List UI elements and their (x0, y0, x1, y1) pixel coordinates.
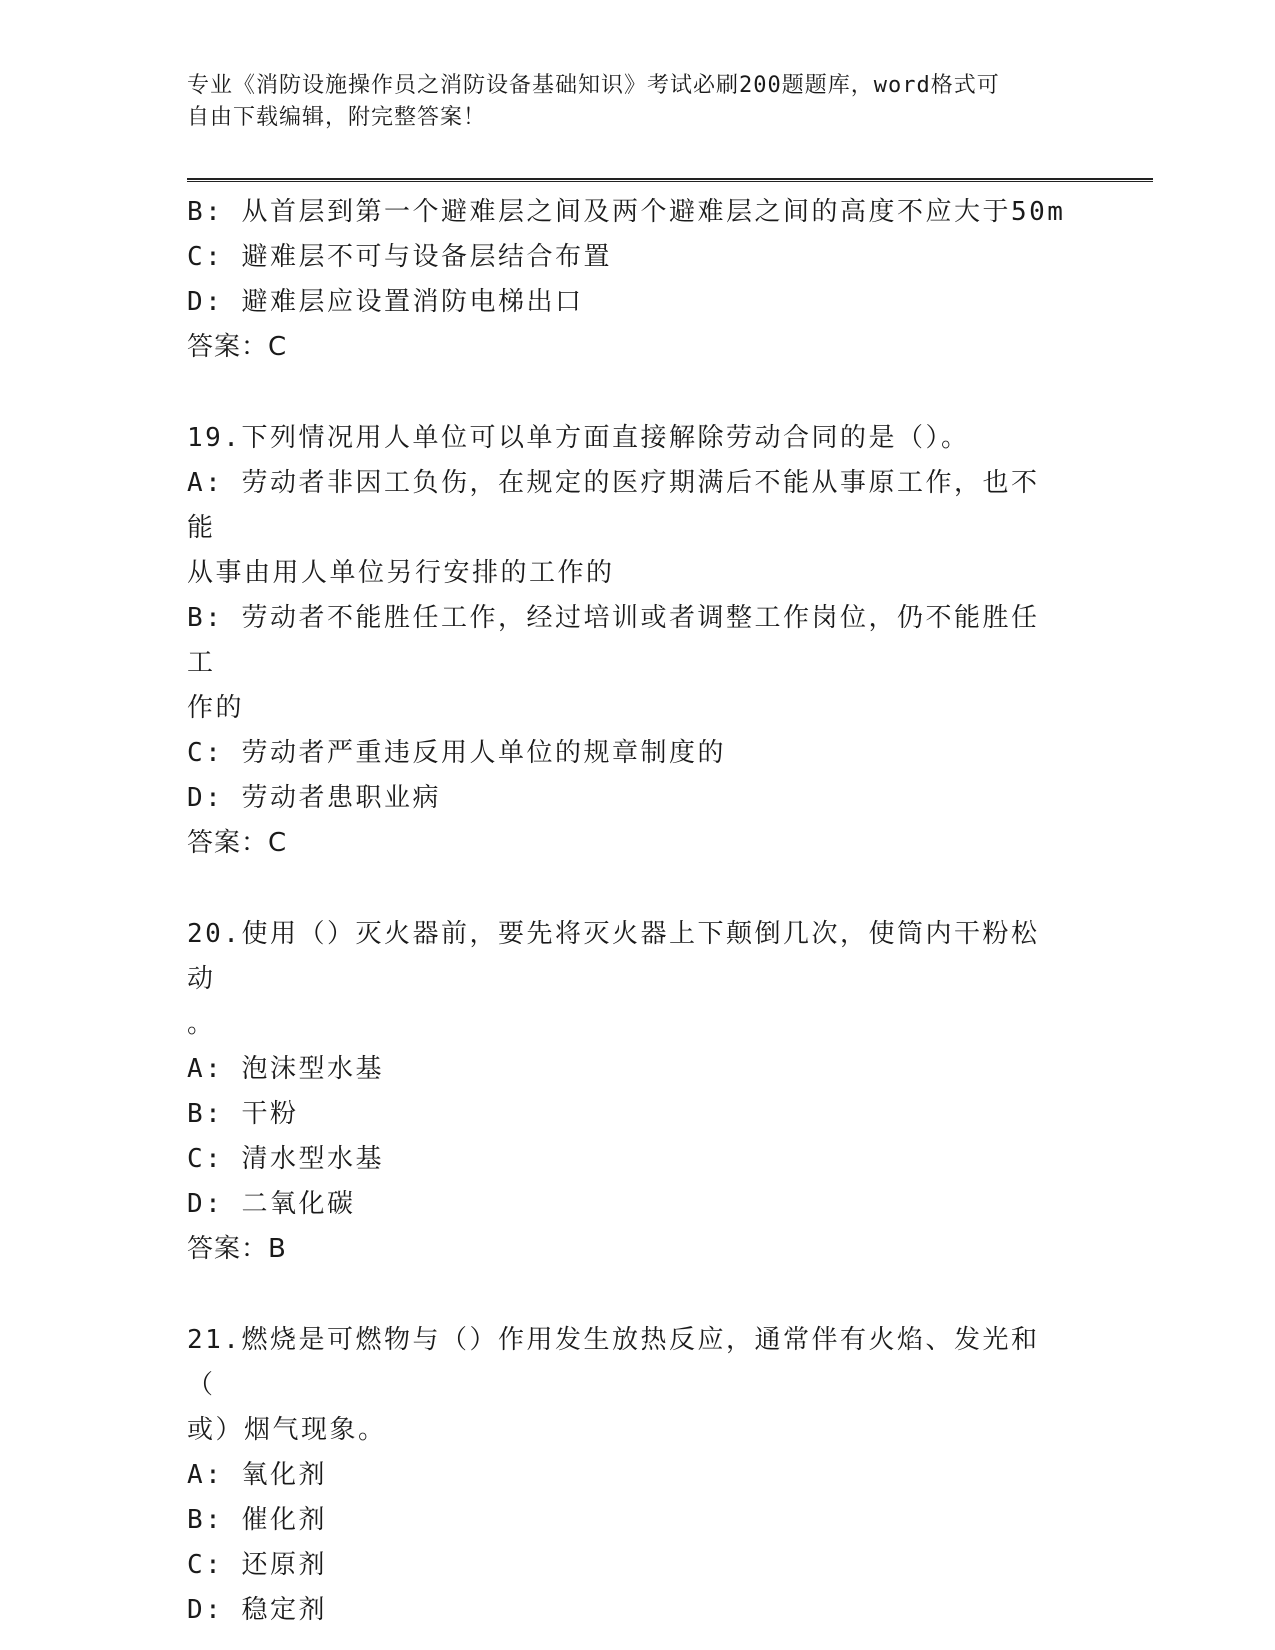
option-b: B: 劳动者不能胜任工作，经过培训或者调整工作岗位，仍不能胜任工 (187, 603, 1040, 678)
option-c: C: 还原剂 (187, 1550, 327, 1580)
option-a: A: 氧化剂 (187, 1460, 327, 1490)
answer-label: 答案：C (187, 332, 288, 362)
header-title-line-1: 专业《消防设施操作员之消防设备基础知识》考试必刷200题题库，word格式可 (187, 73, 1000, 98)
question-21 (187, 1318, 1067, 1633)
option-d: D: 避难层应设置消防电梯出口 (187, 287, 584, 317)
option-a-continued: 从事由用人单位另行安排的工作的 (187, 558, 615, 588)
option-b-continued: 作的 (187, 693, 245, 723)
option-b: B: 干粉 (187, 1099, 299, 1129)
question-stem-continued: 。 (187, 1009, 216, 1039)
spacer (187, 1272, 1067, 1318)
document-header (187, 70, 1067, 134)
option-a: A: 泡沫型水基 (187, 1054, 384, 1084)
header-divider (187, 178, 1153, 182)
question-20 (187, 912, 1067, 1272)
answer-label: 答案：C (187, 828, 288, 858)
option-c: C: 劳动者严重违反用人单位的规章制度的 (187, 738, 726, 768)
question-18-continued (187, 190, 1067, 370)
question-stem: 19.下列情况用人单位可以单方面直接解除劳动合同的是（）。 (187, 423, 970, 453)
question-stem: 21.燃烧是可燃物与（）作用发生放热反应，通常伴有火焰、发光和（ (187, 1325, 1040, 1400)
option-d: D: 劳动者患职业病 (187, 783, 441, 813)
answer-label: 答案：B (187, 1234, 287, 1264)
option-d: D: 稳定剂 (187, 1595, 327, 1625)
option-c: C: 避难层不可与设备层结合布置 (187, 242, 612, 272)
question-stem-continued: 或）烟气现象。 (187, 1415, 387, 1445)
option-a: A: 劳动者非因工负伤，在规定的医疗期满后不能从事原工作，也不能 (187, 468, 1040, 543)
option-b: B: 从首层到第一个避难层之间及两个避难层之间的高度不应大于50m (187, 197, 1066, 227)
spacer (187, 866, 1067, 912)
option-c: C: 清水型水基 (187, 1144, 384, 1174)
option-b: B: 催化剂 (187, 1505, 327, 1535)
question-content (187, 190, 1067, 1633)
spacer (187, 370, 1067, 416)
question-stem: 20.使用（）灭火器前，要先将灭火器上下颠倒几次，使筒内干粉松动 (187, 919, 1040, 994)
question-19 (187, 416, 1067, 866)
option-d: D: 二氧化碳 (187, 1189, 356, 1219)
header-title-line-2: 自由下载编辑，附完整答案！ (187, 105, 487, 130)
